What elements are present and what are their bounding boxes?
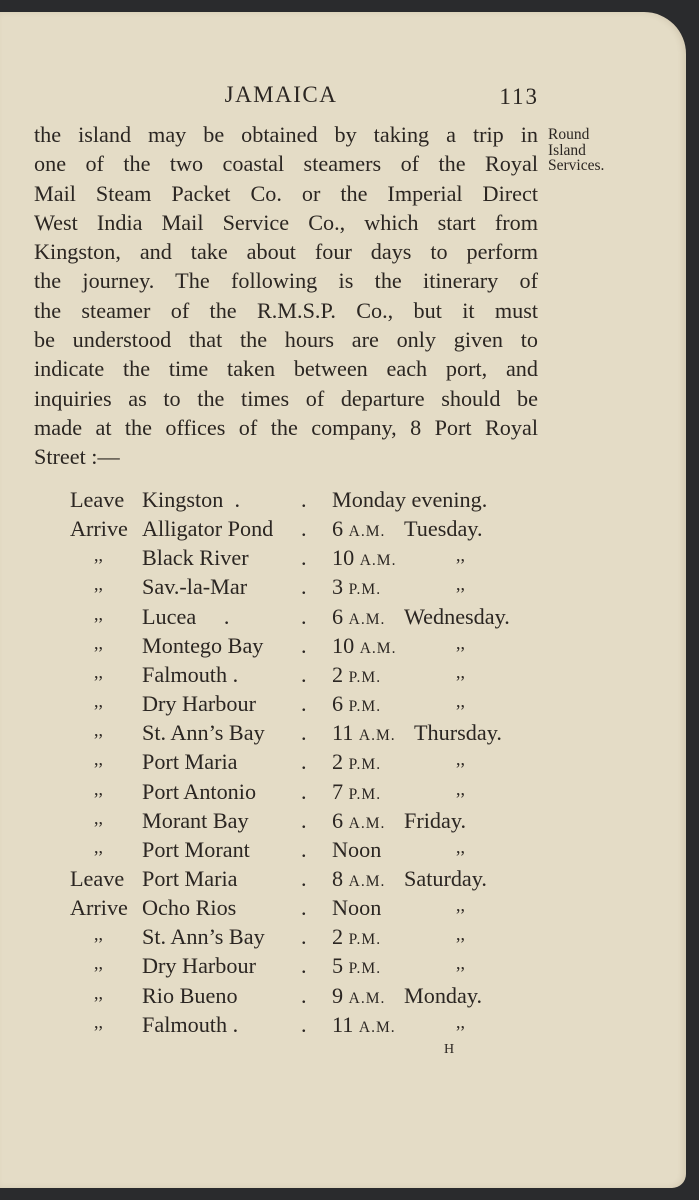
ditto-mark: ,, [456, 1011, 465, 1032]
itinerary-port: Falmouth . [142, 661, 239, 687]
ditto-mark: ,, [94, 953, 103, 974]
itinerary-time [332, 662, 381, 688]
itinerary-time [332, 895, 381, 921]
time-unit: A.M. [359, 639, 397, 657]
margin-note-line: Island [548, 141, 586, 159]
margin-note-line: Round [548, 126, 590, 143]
leader-dot: . [301, 807, 307, 833]
itinerary-row [0, 720, 686, 749]
time-unit: A.M. [348, 814, 386, 832]
itinerary-action: Leave [70, 865, 125, 891]
leader-dot: . [301, 924, 307, 950]
body-line: inquiries as to the times of departure should be [34, 385, 538, 411]
itinerary-port: Port Maria [142, 865, 238, 891]
body-line: be understood that the hours are only given to [34, 327, 538, 353]
margin-note-line: Services. [548, 157, 605, 174]
ditto-mark: ,, [456, 545, 465, 566]
time-value: 10 [332, 632, 355, 658]
leader-dot: . [301, 632, 307, 658]
itinerary-row [0, 866, 686, 895]
time-value: 11 [332, 1011, 354, 1037]
itinerary-port: Ocho Rios [142, 895, 237, 921]
itinerary-time [332, 1012, 396, 1038]
itinerary-time [332, 516, 385, 542]
ditto-mark: ,, [94, 720, 103, 741]
body-line: indicate the time taken between each port, and [34, 356, 538, 382]
running-header-title: JAMAICA [224, 82, 338, 107]
itinerary-time [332, 779, 381, 805]
time-value: Noon [332, 836, 382, 862]
itinerary-port: Kingston . [142, 487, 241, 512]
time-value: 2 [332, 661, 344, 687]
body-line: Street :— [34, 444, 120, 470]
time-value: 2 [332, 749, 344, 775]
leader-dot: . [301, 1011, 307, 1037]
ditto-mark: ,, [94, 603, 103, 624]
page-number: 113 [499, 84, 539, 109]
itinerary-time [332, 837, 381, 863]
time-value: 6 [332, 516, 344, 542]
itinerary-port: Lucea . [142, 603, 230, 629]
ditto-mark: ,, [456, 574, 465, 595]
time-value: 9 [332, 982, 344, 1008]
time-value: 3 [332, 574, 344, 600]
ditto-mark: ,, [94, 778, 103, 799]
time-value: 10 [332, 545, 355, 571]
itinerary-day: Monday. [404, 982, 483, 1008]
time-unit: P.M. [348, 960, 382, 978]
ditto-mark: ,, [456, 836, 465, 857]
itinerary-day: Tuesday. [404, 516, 483, 542]
ditto-mark: ,, [456, 661, 465, 682]
itinerary-row [0, 516, 686, 545]
ditto-mark: ,, [456, 749, 465, 770]
time-value: 2 [332, 924, 344, 950]
itinerary-day: Friday. [404, 807, 467, 833]
ditto-mark: ,, [456, 953, 465, 974]
leader-dot: . [301, 603, 307, 629]
leader-dot: . [301, 865, 307, 891]
itinerary-day: Wednesday. [404, 603, 510, 629]
book-page [0, 12, 686, 1188]
itinerary-port: Black River [142, 545, 249, 571]
itinerary-row [0, 895, 686, 924]
time-value: 8 [332, 865, 344, 891]
itinerary-time [332, 866, 385, 892]
itinerary-row [0, 1012, 686, 1041]
itinerary-action: Arrive [70, 516, 128, 542]
itinerary-row [0, 574, 686, 603]
ditto-mark: ,, [456, 632, 465, 653]
body-line: the steamer of the R.M.S.P. Co., but it must [34, 297, 538, 323]
time-unit: A.M. [359, 552, 397, 570]
time-value: Monday evening. [332, 487, 488, 512]
ditto-mark: ,, [456, 895, 465, 916]
leader-dot: . [301, 574, 307, 600]
leader-dot: . [301, 953, 307, 979]
itinerary-day: Saturday. [404, 865, 487, 891]
time-unit: P.M. [348, 668, 382, 686]
itinerary-time [332, 633, 396, 659]
time-value: 5 [332, 953, 344, 979]
time-unit: A.M. [348, 523, 386, 541]
itinerary-row [0, 808, 686, 837]
ditto-mark: ,, [94, 982, 103, 1003]
itinerary-row [0, 545, 686, 574]
time-value: 6 [332, 603, 344, 629]
ditto-mark: ,, [94, 1011, 103, 1032]
itinerary-row [0, 924, 686, 953]
itinerary-port: St. Ann’s Bay [142, 924, 265, 950]
leader-dot: . [301, 895, 307, 921]
ditto-mark: ,, [94, 545, 103, 566]
itinerary-time [332, 953, 381, 979]
itinerary-row [0, 487, 686, 516]
leader-dot: . [301, 778, 307, 804]
leader-dot: . [301, 545, 307, 571]
body-line: Mail Steam Packet Co. or the Imperial Direct [34, 180, 538, 206]
time-unit: A.M. [348, 872, 386, 890]
leader-dot: . [301, 691, 307, 717]
ditto-mark: ,, [94, 691, 103, 712]
itinerary-action: Arrive [70, 895, 128, 921]
time-unit: P.M. [348, 581, 382, 599]
ditto-mark: ,, [94, 924, 103, 945]
leader-dot: . [301, 749, 307, 775]
itinerary-port: Falmouth . [142, 1011, 239, 1037]
ditto-mark: ,, [94, 807, 103, 828]
itinerary-port: Port Morant [142, 836, 250, 862]
ditto-mark: ,, [94, 574, 103, 595]
itinerary-row [0, 983, 686, 1012]
ditto-mark: ,, [94, 632, 103, 653]
time-unit: P.M. [348, 756, 382, 774]
ditto-mark: ,, [456, 691, 465, 712]
time-value: 11 [332, 720, 354, 746]
leader-dot: . [301, 836, 307, 862]
itinerary-row [0, 779, 686, 808]
itinerary-time [332, 574, 381, 600]
itinerary-time [332, 545, 396, 571]
leader-dot: . [301, 720, 307, 746]
ditto-mark: ,, [94, 661, 103, 682]
body-line: the island may be obtained by taking a trip in [34, 122, 538, 147]
itinerary-row [0, 837, 686, 866]
itinerary-row [0, 662, 686, 691]
itinerary-action: Leave [70, 487, 125, 512]
itinerary-time [332, 604, 385, 630]
itinerary-time [332, 808, 385, 834]
time-value: 6 [332, 807, 344, 833]
ditto-mark: ,, [456, 778, 465, 799]
ditto-mark: ,, [456, 924, 465, 945]
time-unit: A.M. [348, 989, 386, 1007]
itinerary-time [332, 924, 381, 950]
itinerary-time [332, 983, 385, 1009]
leader-dot: . [301, 487, 307, 512]
itinerary-port: Port Maria [142, 749, 238, 775]
itinerary-row [0, 604, 686, 633]
itinerary-port: Dry Harbour [142, 953, 256, 979]
itinerary-time [332, 720, 396, 746]
time-unit: P.M. [348, 931, 382, 949]
leader-dot: . [301, 982, 307, 1008]
itinerary-row [0, 953, 686, 982]
itinerary-day: Thursday. [414, 720, 502, 746]
itinerary-port: St. Ann’s Bay [142, 720, 265, 746]
itinerary-row [0, 633, 686, 662]
time-value: 7 [332, 778, 344, 804]
time-value: 6 [332, 691, 344, 717]
itinerary-time [332, 691, 381, 717]
itinerary-port: Alligator Pond [142, 516, 274, 542]
itinerary-row [0, 691, 686, 720]
itinerary-port: Rio Bueno [142, 982, 238, 1008]
body-paragraph [34, 120, 538, 472]
body-line: the journey. The following is the itinerary of [34, 268, 538, 294]
body-line: West India Mail Service Co., which start from [34, 209, 538, 235]
leader-dot: . [301, 661, 307, 687]
itinerary-time [332, 749, 381, 775]
time-unit: P.M. [348, 785, 382, 803]
itinerary-port: Montego Bay [142, 632, 264, 658]
time-unit: A.M. [348, 610, 386, 628]
itinerary-port: Dry Harbour [142, 691, 256, 717]
body-line: one of the two coastal steamers of the Royal [34, 151, 538, 177]
leader-dot: . [301, 516, 307, 542]
margin-note [548, 127, 604, 174]
time-unit: A.M. [358, 727, 396, 745]
itinerary-port: Port Antonio [142, 778, 257, 804]
itinerary-port: Sav.-la-Mar [142, 574, 248, 600]
itinerary-port: Morant Bay [142, 807, 249, 833]
body-line: Kingston, and take about four days to perform [34, 239, 538, 265]
ditto-mark: ,, [94, 836, 103, 857]
time-value: Noon [332, 895, 382, 921]
body-line: made at the offices of the company, 8 Port Royal [34, 414, 538, 440]
ditto-mark: ,, [94, 749, 103, 770]
itinerary-row [0, 749, 686, 778]
itinerary-time [332, 487, 487, 513]
signature-mark: H [444, 1042, 455, 1057]
time-unit: P.M. [348, 698, 382, 716]
time-unit: A.M. [358, 1018, 396, 1036]
